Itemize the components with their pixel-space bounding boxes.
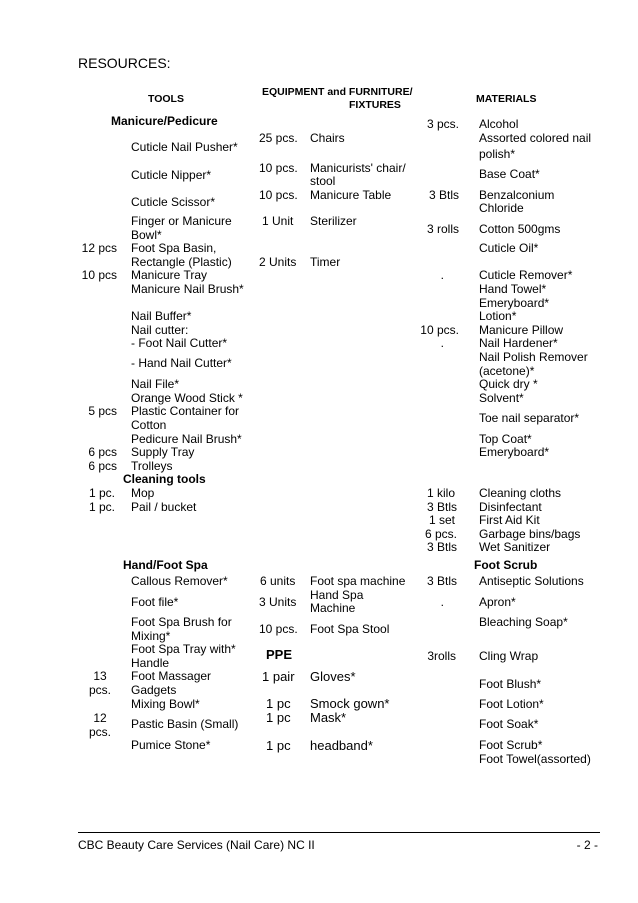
equipment-qty: 6 units [260,574,296,588]
tool-qty: pcs. [88,683,111,697]
material-item: Assorted colored nail [479,131,592,145]
equipment-item: Mask* [310,710,347,725]
equipment-item: Machine [310,601,356,615]
tool-item: Nail cutter: [131,323,189,337]
tool-qty: 1 pc. [88,500,115,514]
tool-item: Nail File* [131,377,180,391]
tool-item: Foot file* [131,595,179,609]
material-item: First Aid Kit [479,513,540,527]
section-cleaning-tools: Cleaning tools [123,472,206,486]
tool-item: Manicure Tray [131,268,208,282]
material-item: Emeryboard* [479,296,550,310]
equipment-item: Sterilizer [310,214,357,228]
material-item: Nail Hardener* [479,336,558,350]
material-item: Cuticle Oil* [479,241,539,255]
material-item: Apron* [479,595,516,609]
tool-item: Cuticle Nail Pusher* [131,140,238,154]
tool-item: Handle [131,656,170,670]
tool-qty: pcs. [88,725,111,739]
tool-item: Pail / bucket [131,500,197,514]
equipment-item: headband* [310,738,373,753]
material-qty: 3 rolls [426,222,459,236]
section-foot-scrub: Foot Scrub [474,558,538,572]
equipment-qty: 1 Unit [262,214,294,228]
equipment-qty: 3 Units [259,595,297,609]
material-item: Benzalconium [479,188,555,202]
tool-qty: 13 [93,669,107,683]
material-qty: 3 pcs. [426,117,459,131]
material-item: Lotion* [479,309,517,323]
equipment-item: Hand Spa [310,588,364,602]
material-qty: 3 Btls [426,574,457,588]
page-title: RESOURCES: [78,55,171,71]
material-item: Alcohol [479,117,519,131]
material-item: Cling Wrap [479,649,539,663]
material-qty: 1 kilo [426,486,455,500]
equipment-qty: 10 pcs. [259,161,298,175]
tool-qty: 5 pcs [88,404,117,418]
material-qty: . [440,268,444,282]
tool-item: Supply Tray [131,445,195,459]
material-item: Wet Sanitizer [479,540,551,554]
header-tools: TOOLS [148,93,184,105]
tool-item: Foot Spa Brush for [131,615,232,629]
material-item: Disinfectant [479,500,542,514]
equipment-qty: 10 pcs. [259,188,298,202]
material-item: Quick dry * [479,377,538,391]
tool-item: Cuticle Nipper* [131,168,212,182]
section-hand-foot-spa: Hand/Foot Spa [123,558,208,572]
material-item: Foot Blush* [479,677,542,691]
equipment-qty: 2 Units [259,255,297,269]
material-qty: . [440,336,444,350]
equipment-item: Manicure Table [310,188,392,202]
material-item: Chloride [479,201,524,215]
footer-title: CBC Beauty Care Services (Nail Care) NC II [78,838,315,852]
tool-item: Plastic Container for [131,404,240,418]
equipment-item: Foot spa machine [310,574,406,588]
tool-item: Foot Massager [131,669,212,683]
material-qty: 3rolls [427,649,456,663]
tool-item: Manicure Nail Brush* [131,282,244,296]
material-qty: 3 Btls [426,500,457,514]
equipment-qty: 1 pair [262,669,295,684]
material-item: Bleaching Soap* [479,615,568,629]
material-qty: 6 pcs. [424,527,457,541]
material-item: Foot Soak* [479,717,539,731]
material-item: Solvent* [479,391,524,405]
section-manicure-pedicure: Manicure/Pedicure [111,114,218,128]
material-qty: . [440,595,444,609]
tool-item: Cuticle Scissor* [131,195,216,209]
tool-item: Foot Spa Tray with* [131,642,236,656]
equipment-item: Smock gown* [310,696,390,711]
tool-item: Mop [131,486,155,500]
tool-item: Nail Buffer* [131,309,192,323]
tool-qty: 6 pcs [88,445,117,459]
tool-item: Finger or Manicure [131,214,232,228]
tool-item: Trolleys [131,459,173,473]
tool-item: Gadgets [131,683,177,697]
equipment-qty: 1 pc [266,738,291,753]
material-item: Hand Towel* [479,282,547,296]
equipment-qty: 10 pcs. [259,622,298,636]
tool-item: Pumice Stone* [131,738,211,752]
material-item: Foot Lotion* [479,697,544,711]
equipment-item: Timer [310,255,341,269]
tool-item: Mixing* [131,629,171,643]
material-item: polish* [479,147,516,161]
tool-item: Pedicure Nail Brush* [131,432,242,446]
material-qty: 10 pcs. [420,323,459,337]
material-item: Cuticle Remover* [479,268,573,282]
equipment-item: Chairs [310,131,345,145]
tool-qty: 10 pcs [81,268,117,282]
equipment-item: Gloves* [310,669,356,684]
material-qty: 1 set [428,513,455,527]
material-item: Toe nail separator* [479,411,580,425]
material-item: Manicure Pillow [479,323,564,337]
tool-qty: 12 pcs [81,241,117,255]
header-materials: MATERIALS [476,93,537,105]
header-equipment: EQUIPMENT and FURNITURE/ [262,86,413,98]
tool-item: Orange Wood Stick * [131,391,243,405]
material-item: (acetone)* [479,364,535,378]
tool-item: Callous Remover* [131,574,228,588]
material-item: Foot Towel(assorted) [479,752,591,766]
material-item: Antiseptic Solutions [479,574,584,588]
material-item: Cotton 500gms [479,222,561,236]
equipment-qty: 25 pcs. [259,131,298,145]
material-item: Garbage bins/bags [479,527,581,541]
tool-item: Bowl* [131,228,162,242]
equipment-item: Foot Spa Stool [310,622,390,636]
material-qty: 3 Btls [426,540,457,554]
material-item: Nail Polish Remover [479,350,588,364]
material-item: Foot Scrub* [479,738,543,752]
material-item: Top Coat* [479,432,532,446]
header-equipment-line2: FIXTURES [349,99,401,111]
equipment-item: stool [310,174,336,188]
section-ppe: PPE [266,647,293,662]
equipment-qty: 1 pc [266,710,291,725]
footer-divider [78,832,600,833]
page-number: - 2 - [576,838,598,852]
tool-item: Foot Spa Basin, [131,241,217,255]
tool-item: Cotton [131,418,167,432]
material-item: Emeryboard* [479,445,550,459]
tool-item: - Foot Nail Cutter* [131,336,228,350]
tool-item: Pastic Basin (Small) [131,717,239,731]
tool-item: - Hand Nail Cutter* [131,356,232,370]
tool-qty: 1 pc. [88,486,115,500]
tool-item: Mixing Bowl* [131,697,200,711]
material-qty: 3 Btls [428,188,459,202]
tool-qty: 6 pcs [88,459,117,473]
equipment-item: Manicurists' chair/ [310,161,406,175]
tool-item: Rectangle (Plastic) [131,255,232,269]
equipment-qty: 1 pc [266,696,291,711]
material-item: Base Coat* [479,167,540,181]
material-item: Cleaning cloths [479,486,562,500]
tool-qty: 12 [93,711,107,725]
